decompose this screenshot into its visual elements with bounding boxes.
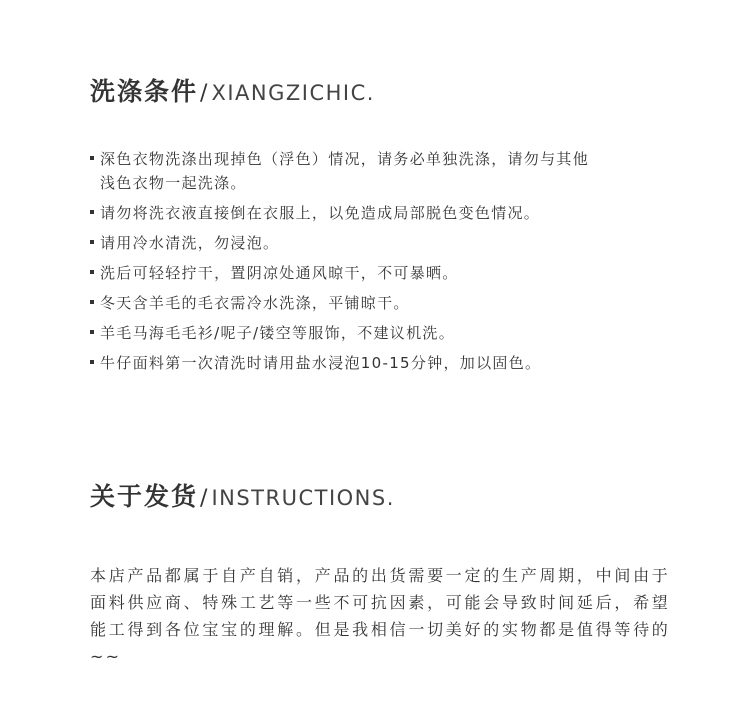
bullet-square-icon bbox=[90, 210, 94, 214]
shipping-body-text: 本店产品都属于自产自销，产品的出货需要一定的生产周期，中间由于面料供应商、特殊工艺等一些不可抗因素，可能会导致时间延后，希望能工得到各位宝宝的理解。但是我相信一切美好的实物都是值得等待的~~ bbox=[90, 566, 670, 666]
washing-heading bbox=[90, 72, 690, 108]
list-item: 羊毛马海毛毛衫/呢子/镂空等服饰，不建议机洗。 bbox=[90, 321, 690, 345]
washing-title-cn: 洗涤条件 bbox=[90, 77, 199, 106]
list-item: 深色衣物洗涤出现掉色（浮色）情况，请务必单独洗涤，请勿与其他浅色衣物一起洗涤。 bbox=[90, 147, 690, 195]
washing-title-separator: / bbox=[200, 81, 208, 106]
bullet-square-icon bbox=[90, 156, 94, 160]
list-item: 洗后可轻轻拧干，置阴凉处通风晾干，不可暴晒。 bbox=[90, 261, 690, 285]
washing-title-en: XIANGZICHIC. bbox=[211, 81, 375, 105]
washing-section bbox=[90, 72, 690, 381]
shipping-section bbox=[90, 477, 690, 670]
list-item: 冬天含羊毛的毛衣需冷水洗涤，平铺晾干。 bbox=[90, 291, 690, 315]
washing-list bbox=[90, 147, 690, 375]
list-item: 请用冷水清洗，勿浸泡。 bbox=[90, 231, 690, 255]
shipping-heading bbox=[90, 477, 690, 513]
bullet-square-icon bbox=[90, 240, 94, 244]
list-item: 请勿将洗衣液直接倒在衣服上，以免造成局部脱色变色情况。 bbox=[90, 201, 690, 225]
bullet-square-icon bbox=[90, 300, 94, 304]
shipping-title-en: INSTRUCTIONS. bbox=[211, 486, 395, 510]
shipping-title-separator: / bbox=[200, 486, 208, 511]
list-item: 牛仔面料第一次清洗时请用盐水浸泡10-15分钟，加以固色。 bbox=[90, 351, 690, 375]
shipping-title-cn: 关于发货 bbox=[90, 482, 199, 511]
bullet-square-icon bbox=[90, 330, 94, 334]
bullet-square-icon bbox=[90, 360, 94, 364]
bullet-square-icon bbox=[90, 270, 94, 274]
